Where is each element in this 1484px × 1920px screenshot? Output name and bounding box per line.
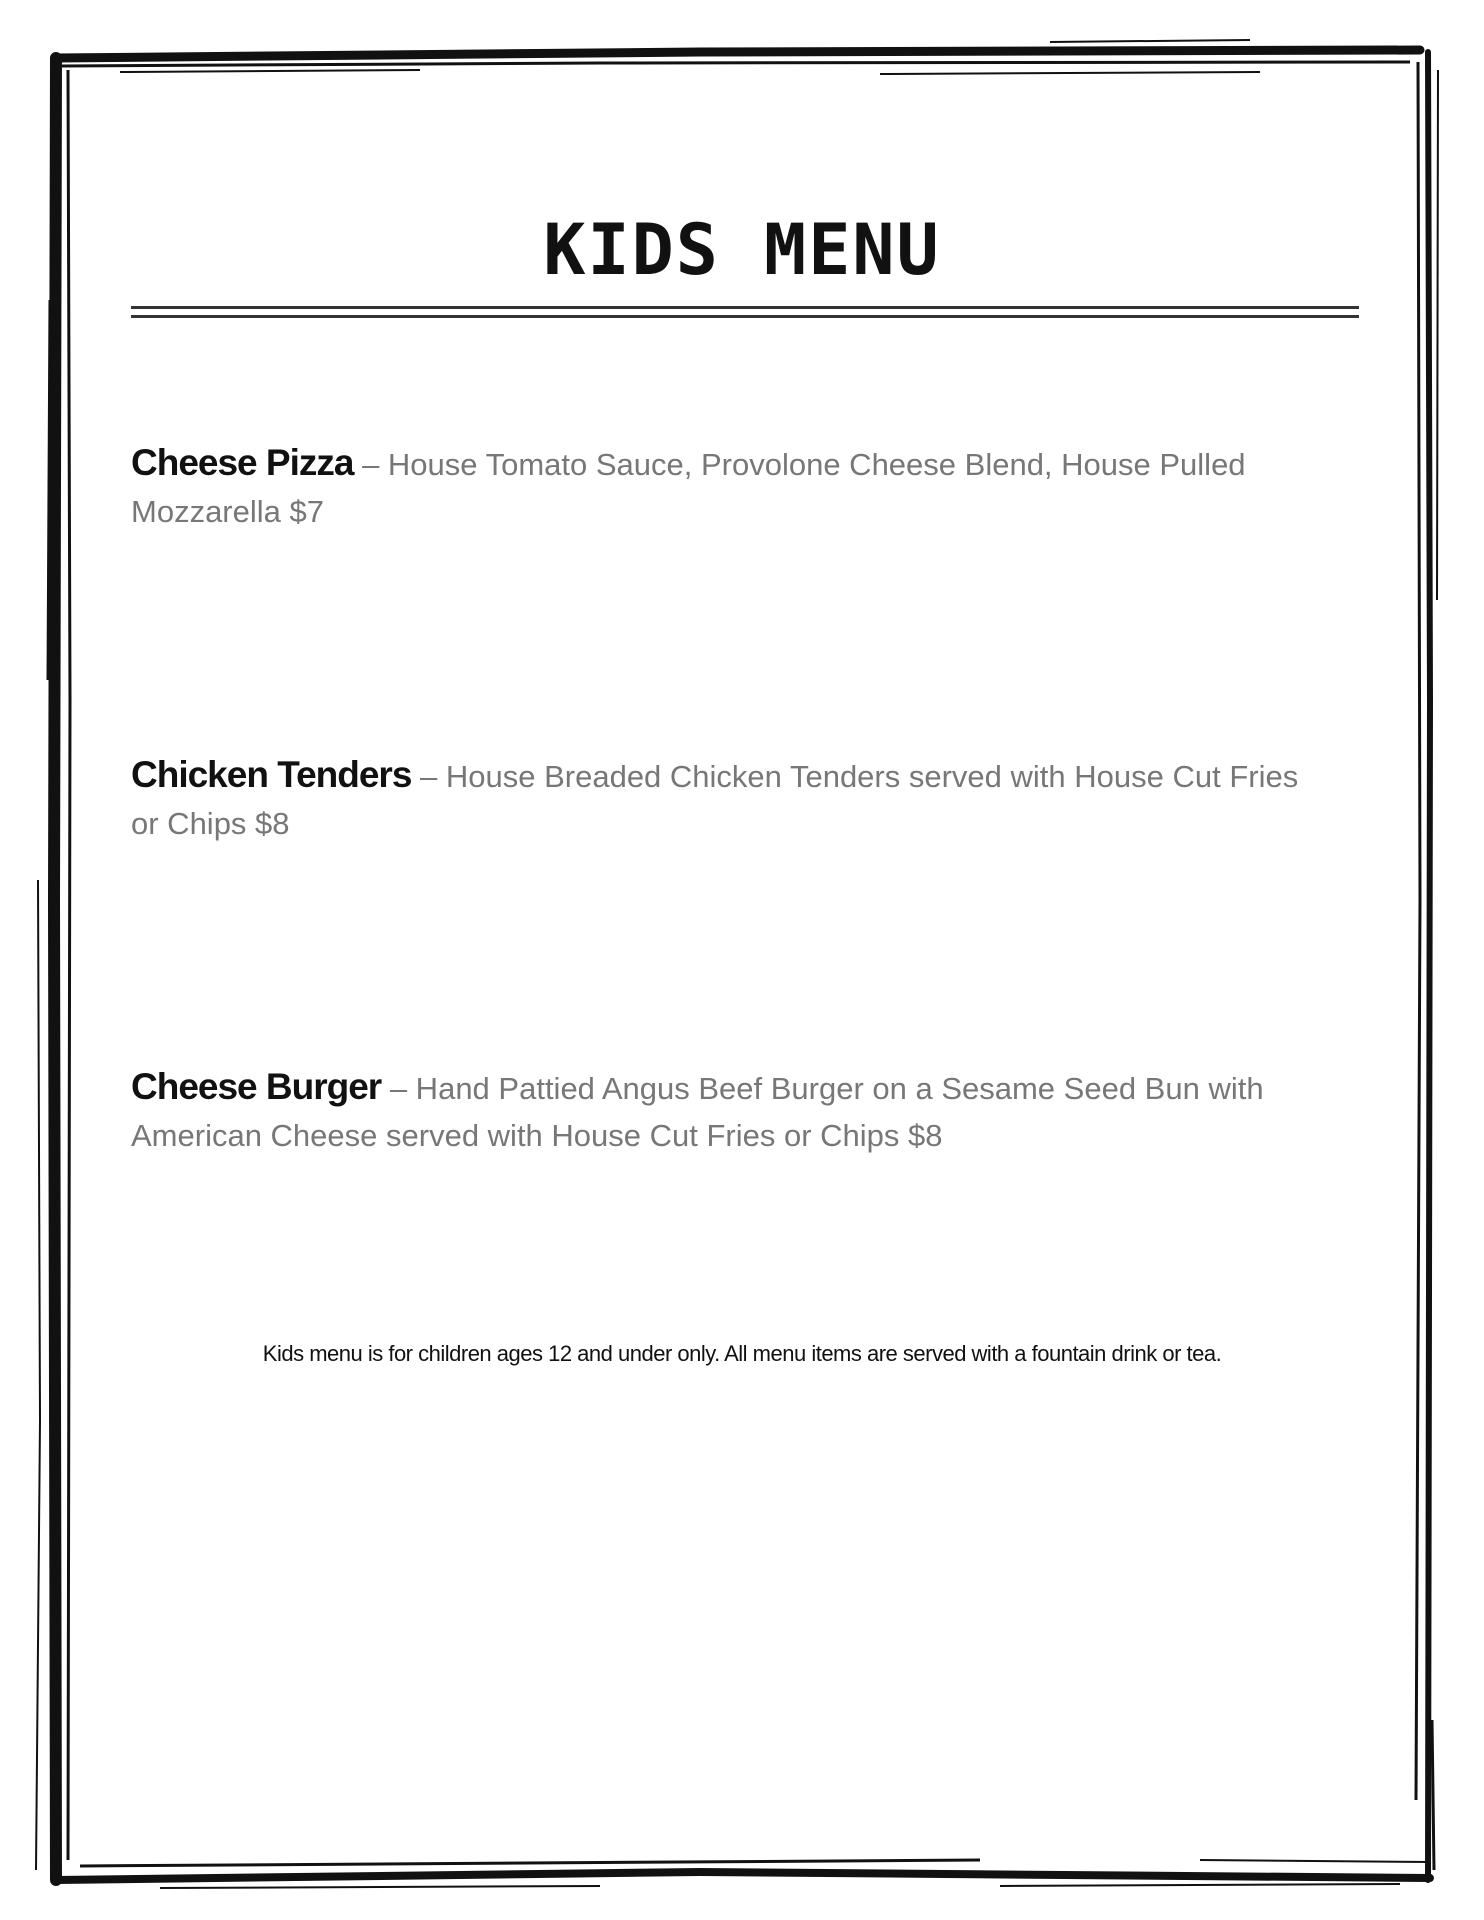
menu-item-name: Cheese Pizza (131, 442, 354, 483)
menu-footnote: Kids menu is for children ages 12 and under only. All menu items are served with a fountain drink or tea. (262, 1341, 1222, 1366)
menu-item (131, 440, 1311, 535)
title-rule-top (131, 306, 1359, 309)
title-rule-bottom (131, 315, 1359, 318)
menu-item-name: Cheese Burger (131, 1066, 382, 1107)
menu-item-description: – Hand Pattied Angus Beef Burger on a Sesame Seed Bun with American Cheese served with House Cut Fries or Chips $8 (131, 1071, 1264, 1153)
menu-title: KIDS MENU (543, 209, 941, 291)
menu-item-name: Chicken Tenders (131, 754, 412, 795)
menu-item (131, 1064, 1311, 1159)
menu-item (131, 752, 1311, 847)
menu-item-description: – House Tomato Sauce, Provolone Cheese Blend, House Pulled Mozzarella $7 (131, 447, 1246, 529)
menu-item-description: – House Breaded Chicken Tenders served with House Cut Fries or Chips $8 (131, 759, 1299, 841)
